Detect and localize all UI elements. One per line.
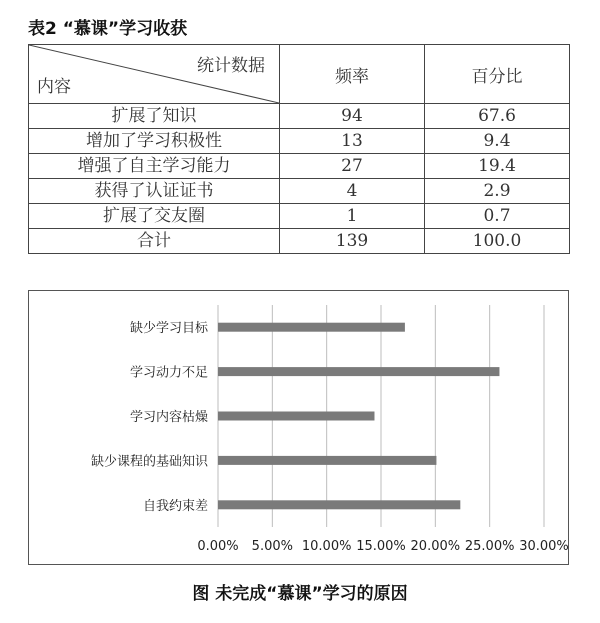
table-row: [29, 179, 570, 204]
row-frequency: 1: [280, 204, 425, 229]
row-item: 扩展了知识: [29, 104, 280, 129]
bar: [218, 500, 460, 509]
row-frequency: 13: [280, 129, 425, 154]
x-tick-label: 30.00%: [519, 539, 569, 554]
row-frequency: 94: [280, 104, 425, 129]
bar-chart-frame: [28, 290, 569, 565]
row-frequency: 139: [280, 229, 425, 254]
stats-table: [28, 44, 570, 254]
table-caption: 表2 “慕课”学习收获: [28, 19, 188, 39]
row-item: 获得了认证证书: [29, 179, 280, 204]
row-percent: 19.4: [425, 154, 570, 179]
header-content-label: 内容: [37, 77, 71, 97]
bar: [218, 367, 499, 376]
bar: [218, 456, 436, 465]
row-frequency: 27: [280, 154, 425, 179]
x-tick-label: 20.00%: [410, 539, 461, 554]
row-item: 扩展了交友圈: [29, 204, 280, 229]
x-tick-label: 25.00%: [464, 539, 515, 554]
category-label: 缺少学习目标: [129, 321, 208, 337]
row-percent: 2.9: [425, 179, 570, 204]
row-frequency: 4: [280, 179, 425, 204]
category-label: 自我约束差: [142, 498, 208, 514]
table-row: [29, 129, 570, 154]
header-percent: 百分比: [425, 45, 570, 104]
x-tick-label: 0.00%: [197, 539, 239, 554]
bar: [218, 323, 405, 332]
bar: [218, 412, 374, 421]
row-percent: 9.4: [425, 129, 570, 154]
category-label: 学习动力不足: [129, 365, 208, 381]
category-label: 缺少课程的基础知识: [90, 454, 208, 470]
row-percent: 100.0: [425, 229, 570, 254]
row-item: 合计: [29, 229, 280, 254]
header-frequency: 频率: [280, 45, 425, 104]
row-item: 增强了自主学习能力: [29, 154, 280, 179]
row-percent: 0.7: [425, 204, 570, 229]
bar-chart: [29, 291, 570, 566]
diagonal-header-cell: [29, 45, 280, 104]
x-tick-label: 5.00%: [251, 539, 293, 554]
row-percent: 67.6: [425, 104, 570, 129]
header-stats-label: 统计数据: [197, 56, 265, 76]
table-row: [29, 154, 570, 179]
x-tick-label: 15.00%: [356, 539, 406, 554]
row-item: 增加了学习积极性: [29, 129, 280, 154]
table-row: [29, 204, 570, 229]
table-row: [29, 104, 570, 129]
x-tick-label: 10.00%: [301, 539, 352, 554]
table-row-total: [29, 229, 570, 254]
category-label: 学习内容枯燥: [129, 410, 208, 425]
figure-caption: 图 未完成“慕课”学习的原因: [192, 584, 408, 604]
